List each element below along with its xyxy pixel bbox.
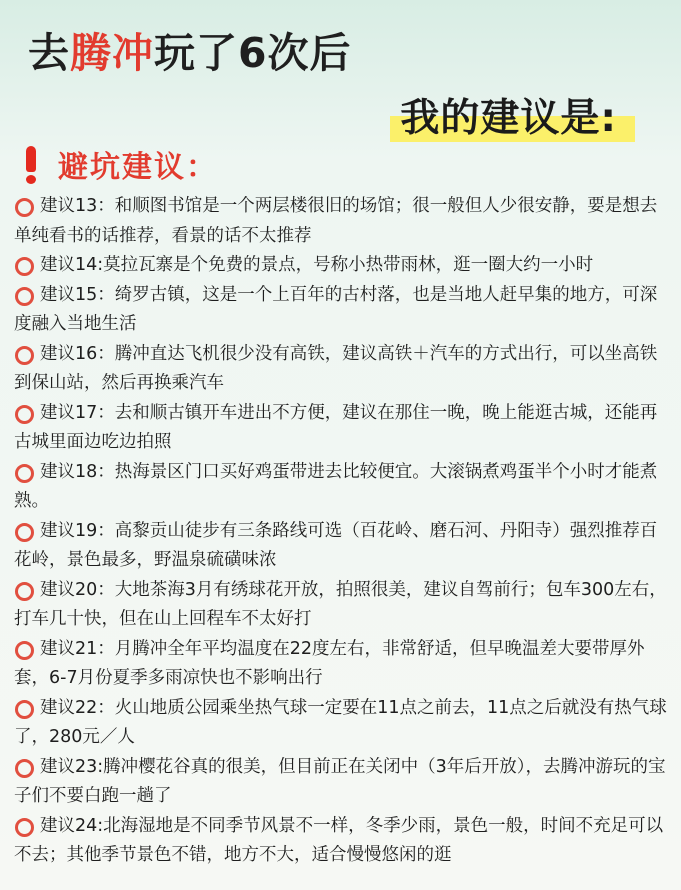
tip-text: 建议13：和顺图书馆是一个两层楼很旧的场馆；很一般但人少很安静，要是想去单纯看书的话推荐，看景的话不太推荐: [14, 196, 658, 246]
ring-bullet-icon: [15, 198, 34, 217]
tip-text: 建议20：大地茶海3月有绣球花开放，拍照很美，建议自驾前行；包车300左右，打车几十快，但在山上回程车不太好打: [14, 579, 667, 629]
list-item: [14, 812, 668, 871]
list-item: [14, 192, 668, 251]
tip-text: 建议21：月腾冲全年平均温度在22度左右，非常舒适，但早晚温差大要带厚外套，6-7月份夏季多雨凉快也不影响出行: [14, 638, 645, 688]
tips-list: [14, 192, 668, 871]
list-item: [14, 340, 668, 399]
ring-bullet-icon: [15, 700, 34, 719]
tip-text: 建议18：热海景区门口买好鸡蛋带进去比较便宜。大滚锅煮鸡蛋半个小时才能煮熟。: [14, 461, 658, 511]
exclamation-icon: [20, 144, 42, 184]
page-title: [28, 16, 352, 82]
tip-text: 建议16：腾冲直达飞机很少没有高铁，建议高铁＋汽车的方式出行，可以坐高铁到保山站，然后再换乘汽车: [14, 343, 658, 393]
list-item: [14, 399, 668, 458]
title-highlight: 腾冲: [70, 28, 154, 77]
subtitle-block: [400, 90, 617, 148]
list-item: [14, 251, 668, 281]
tip-text: 建议24:北海湿地是不同季节风景不一样，冬季少雨，景色一般，时间不充足可以不去；其他季节景色不错，地方不大，适合慢慢悠闲的逛: [14, 815, 664, 865]
ring-bullet-icon: [15, 582, 34, 601]
subtitle: 我的建议是:: [400, 96, 617, 141]
title-suffix: 玩了6次后: [154, 28, 352, 77]
list-item: [14, 694, 668, 753]
list-item: [14, 281, 668, 340]
ring-bullet-icon: [15, 405, 34, 424]
tip-text: 建议17：去和顺古镇开车进出不方便，建议在那住一晚，晚上能逛古城，还能再古城里面边吃边拍照: [14, 402, 658, 452]
tip-text: 建议15：绮罗古镇，这是一个上百年的古村落，也是当地人赶早集的地方，可深度融入当地生活: [14, 284, 658, 334]
list-item: [14, 753, 668, 812]
ring-bullet-icon: [15, 287, 34, 306]
ring-bullet-icon: [15, 464, 34, 483]
section-header: [20, 140, 218, 188]
ring-bullet-icon: [15, 641, 34, 660]
ring-bullet-icon: [15, 818, 34, 837]
ring-bullet-icon: [15, 759, 34, 778]
title-prefix: 去: [28, 28, 70, 77]
ring-bullet-icon: [15, 346, 34, 365]
list-item: [14, 517, 668, 576]
section-title: 避坑建议：: [58, 150, 218, 185]
list-item: [14, 458, 668, 517]
tip-text: 建议22：火山地质公园乘坐热气球一定要在11点之前去，11点之后就没有热气球了，280元／人: [14, 697, 667, 747]
list-item: [14, 576, 668, 635]
list-item: [14, 635, 668, 694]
tip-text: 建议23:腾冲樱花谷真的很美，但目前正在关闭中（3年后开放），去腾冲游玩的宝子们不要白跑一趟了: [14, 756, 666, 806]
ring-bullet-icon: [15, 523, 34, 542]
ring-bullet-icon: [15, 257, 34, 276]
tip-text: 建议19：高黎贡山徒步有三条路线可选（百花岭、磨石河、丹阳寺）强烈推荐百花岭，景色最多，野温泉硫磺味浓: [14, 520, 658, 570]
tip-text: 建议14:莫拉瓦寨是个免费的景点，号称小热带雨林，逛一圈大约一小时: [40, 255, 594, 275]
